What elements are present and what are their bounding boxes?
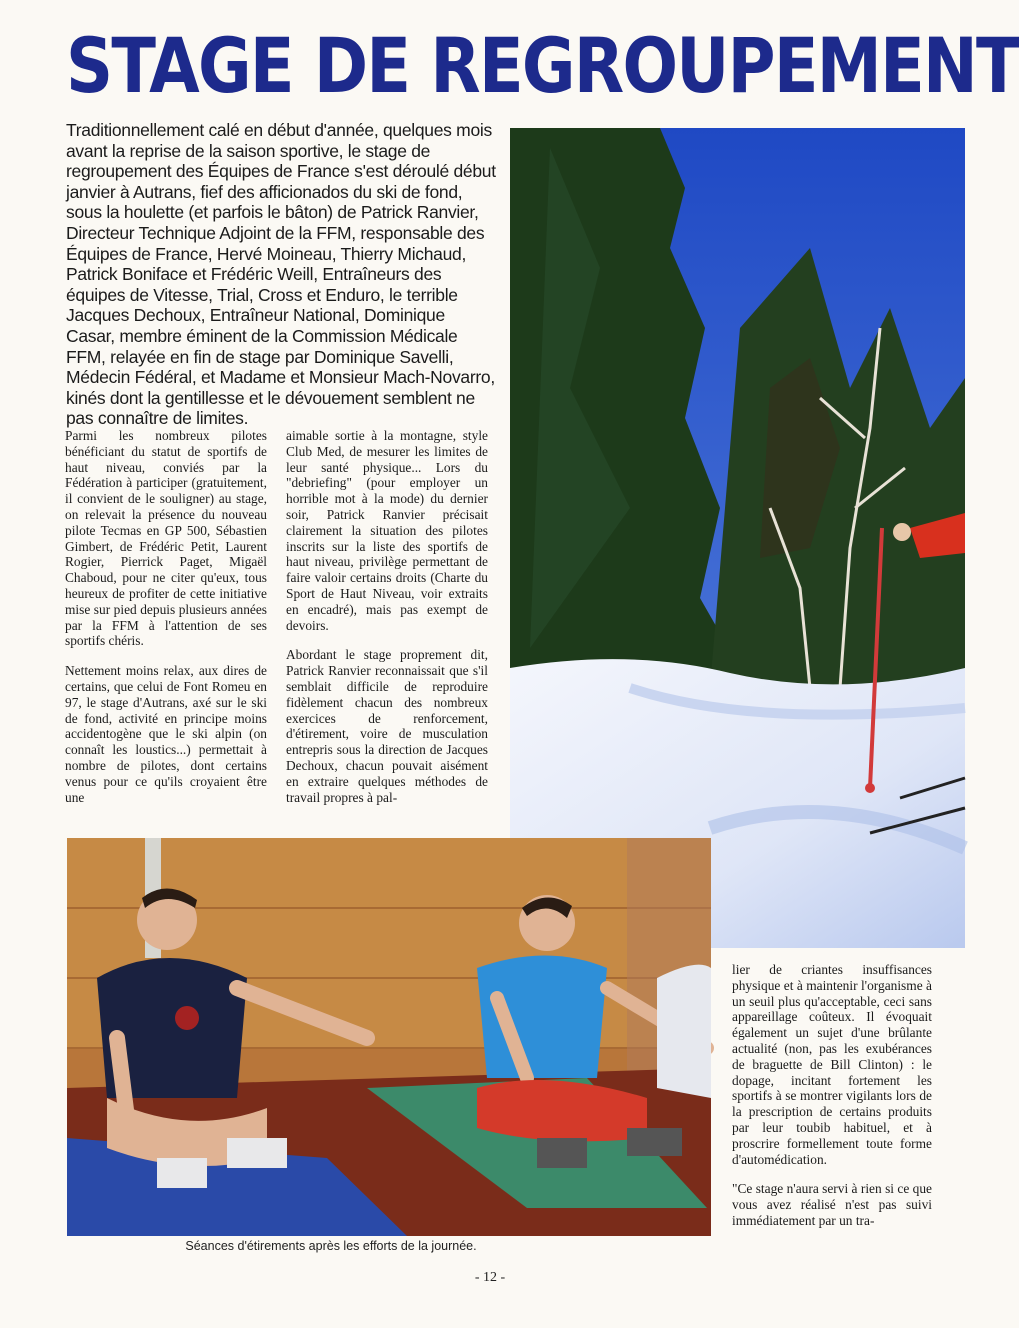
page-number: - 12 - [474, 1270, 506, 1285]
photo-caption: Séances d'étirements après les efforts de la journée. [185, 1239, 477, 1253]
body-column-3 [732, 962, 932, 1243]
body-paragraph: Abordant le stage proprement dit, Patrick Ranvier reconnaissait que s'il semblait difficile de reproduire fidèlement chacun des nombreux exercices de renforcement, d'étirement, voire de musculation entrepris sous la direction de Jacques Dechoux, chacun pouvait aisément en extraire quelques méthodes de travail propres à pal- [286, 647, 488, 805]
body-paragraph: lier de criantes insuffisances physique et à maintenir l'organisme à un seuil plus qu'acceptable, ceci sans appareillage coûteux. Il évoquait également un sujet d'une brûlante actualité (non, pas les exubérances de braguette de Bill Clinton) : le dopage, incitant fortement les sportifs à se montrer vigilants lors de la prescription de certains produits par leur toubib habituel, et à proscrire formellement toute forme d'automédication. [732, 962, 932, 1167]
body-paragraph: "Ce stage n'aura servi à rien si ce que vous avez réalisé n'est pas suivi immédiatement par un tra- [732, 1181, 932, 1228]
page-title: STAGE DE REGROUPEMENT [66, 21, 1019, 110]
ski-photo [510, 128, 965, 948]
lead-paragraph: Traditionnellement calé en début d'année, quelques mois avant la reprise de la saison sportive, le stage de regroupement des Équipes de France s'est déroulé début janvier à Autrans, fief des afficionados du ski de fond, sous la houlette (et parfois le bâton) de Patrick Ranvier, Directeur Technique Adjoint de la FFM, responsable des Équipes de France, Hervé Moineau, Thierry Michaud, Patrick Boniface et Frédéric Weill, Entraîneurs des équipes de Vitesse, Trial, Cross et Enduro, le terrible Jacques Dechoux, Entraîneur National, Dominique Casar, membre éminent de la Commission Médicale FFM, relayée en fin de stage par Dominique Savelli, Médecin Fédéral, et Madame et Monsieur Mach-Novarro, kinés dont la gentillesse et le dévouement semblent ne pas connaître de limites. [66, 120, 496, 429]
ski-photo-illustration [510, 128, 965, 948]
body-column-1 [65, 428, 267, 819]
body-column-2 [286, 428, 488, 819]
gym-photo-illustration [67, 838, 711, 1236]
body-paragraph: Parmi les nombreux pilotes bénéficiant du statut de sportifs de haut niveau, conviés par la Fédération à participer (gratuitement, il convient de le souligner) au stage, on relevait la présence du nouveau pilote Tecmas en GP 500, Sébastien Gimbert, de Frédéric Petit, Laurent Rogier, Pierrick Paget, Migaël Chaboud, pour ne citer qu'eux, tous heureux de profiter de cette initiative mise sur pied depuis plusieurs années par la FFM à l'attention de ses sportifs chéris. [65, 428, 267, 649]
body-paragraph: aimable sortie à la montagne, style Club Med, de mesurer les limites de leur santé physique... Lors du "debriefing" (pour employer un horrible mot à la mode) du dernier soir, Patrick Ranvier précisait clairement la situation des pilotes inscrits sur la liste des sportifs de haut niveau, privilège permettant de faire valoir certains droits (Charte du Sport de Haut Niveau, voir extraits en encadré), mais pas exempt de devoirs. [286, 428, 488, 633]
body-paragraph: Nettement moins relax, aux dires de certains, que celui de Font Romeu en 97, le stage d'Autrans, axé sur le ski de fond, activité en principe moins accidentogène que le ski alpin (on connaît les loustics...) permettait à nombre de pilotes, dont certains venus pour ce qu'ils croyaient être une [65, 663, 267, 805]
gym-photo [67, 838, 711, 1236]
